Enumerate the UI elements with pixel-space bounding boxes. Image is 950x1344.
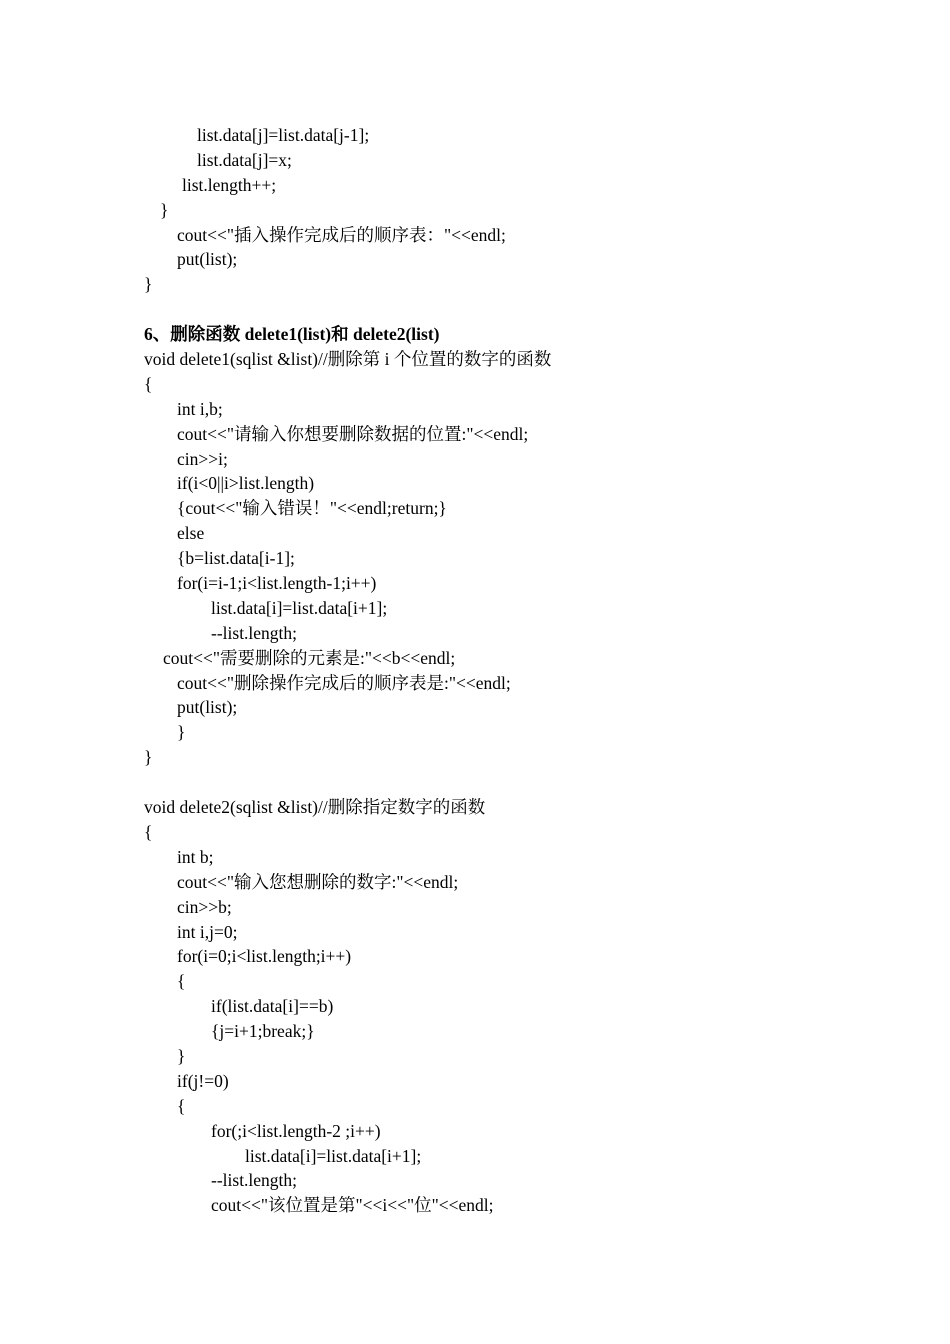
code-line: { bbox=[144, 373, 153, 394]
code-line: cout<<"输入您想删除的数字:"<<endl; bbox=[177, 871, 459, 892]
code-line: cout<<"请输入你想要删除数据的位置:"<<endl; bbox=[177, 423, 529, 444]
code-line: --list.length; bbox=[211, 1170, 298, 1191]
code-line: if(list.data[i]==b) bbox=[211, 996, 334, 1017]
code-line: cout<<"该位置是第"<<i<<"位"<<endl; bbox=[211, 1195, 494, 1216]
code-line: cout<<"需要删除的元素是:"<<b<<endl; bbox=[163, 647, 456, 668]
section-heading: 6、删除函数 delete1(list)和 delete2(list) bbox=[144, 324, 440, 345]
code-line: cin>>b; bbox=[177, 896, 232, 917]
code-line: for(i=i-1;i<list.length-1;i++) bbox=[177, 573, 377, 594]
code-line: if(j!=0) bbox=[177, 1070, 229, 1091]
code-line: list.length++; bbox=[182, 174, 277, 195]
blank-line bbox=[144, 297, 904, 322]
code-line: } bbox=[144, 747, 153, 768]
code-line: {j=i+1;break;} bbox=[211, 1021, 315, 1042]
code-line: } bbox=[177, 722, 186, 743]
code-line: } bbox=[144, 274, 153, 295]
code-line: int i,b; bbox=[177, 398, 223, 419]
code-line: put(list); bbox=[177, 249, 238, 270]
code-line: {cout<<"输入错误！"<<endl;return;} bbox=[177, 498, 447, 519]
function-signature: void delete1(sqlist &list)//删除第 i 个位置的数字的函数 bbox=[144, 349, 552, 370]
code-line: cout<<"删除操作完成后的顺序表是:"<<endl; bbox=[177, 672, 511, 693]
code-line: for(;i<list.length-2 ;i++) bbox=[211, 1120, 381, 1141]
code-line: if(i<0||i>list.length) bbox=[177, 473, 315, 494]
code-line: --list.length; bbox=[211, 622, 298, 643]
code-line: put(list); bbox=[177, 697, 238, 718]
code-line: int b; bbox=[177, 846, 214, 867]
code-line: int i,j=0; bbox=[177, 921, 238, 942]
code-line: { bbox=[177, 971, 186, 992]
code-line: } bbox=[177, 1045, 186, 1066]
code-line: list.data[i]=list.data[i+1]; bbox=[245, 1145, 422, 1166]
code-line: else bbox=[177, 523, 205, 544]
code-line: list.data[i]=list.data[i+1]; bbox=[211, 597, 388, 618]
blank-line bbox=[144, 770, 904, 795]
code-listing bbox=[144, 123, 904, 1218]
code-line: cout<<"插入操作完成后的顺序表："<<endl; bbox=[177, 224, 506, 245]
code-line: { bbox=[144, 821, 153, 842]
code-line: {b=list.data[i-1]; bbox=[177, 548, 295, 569]
code-line: } bbox=[160, 199, 169, 220]
code-line: list.data[j]=x; bbox=[197, 149, 292, 170]
code-line: { bbox=[177, 1095, 186, 1116]
code-line: list.data[j]=list.data[j-1]; bbox=[197, 125, 370, 145]
code-line: cin>>i; bbox=[177, 448, 228, 469]
code-line: for(i=0;i<list.length;i++) bbox=[177, 946, 352, 967]
function-signature: void delete2(sqlist &list)//删除指定数字的函数 bbox=[144, 797, 486, 818]
